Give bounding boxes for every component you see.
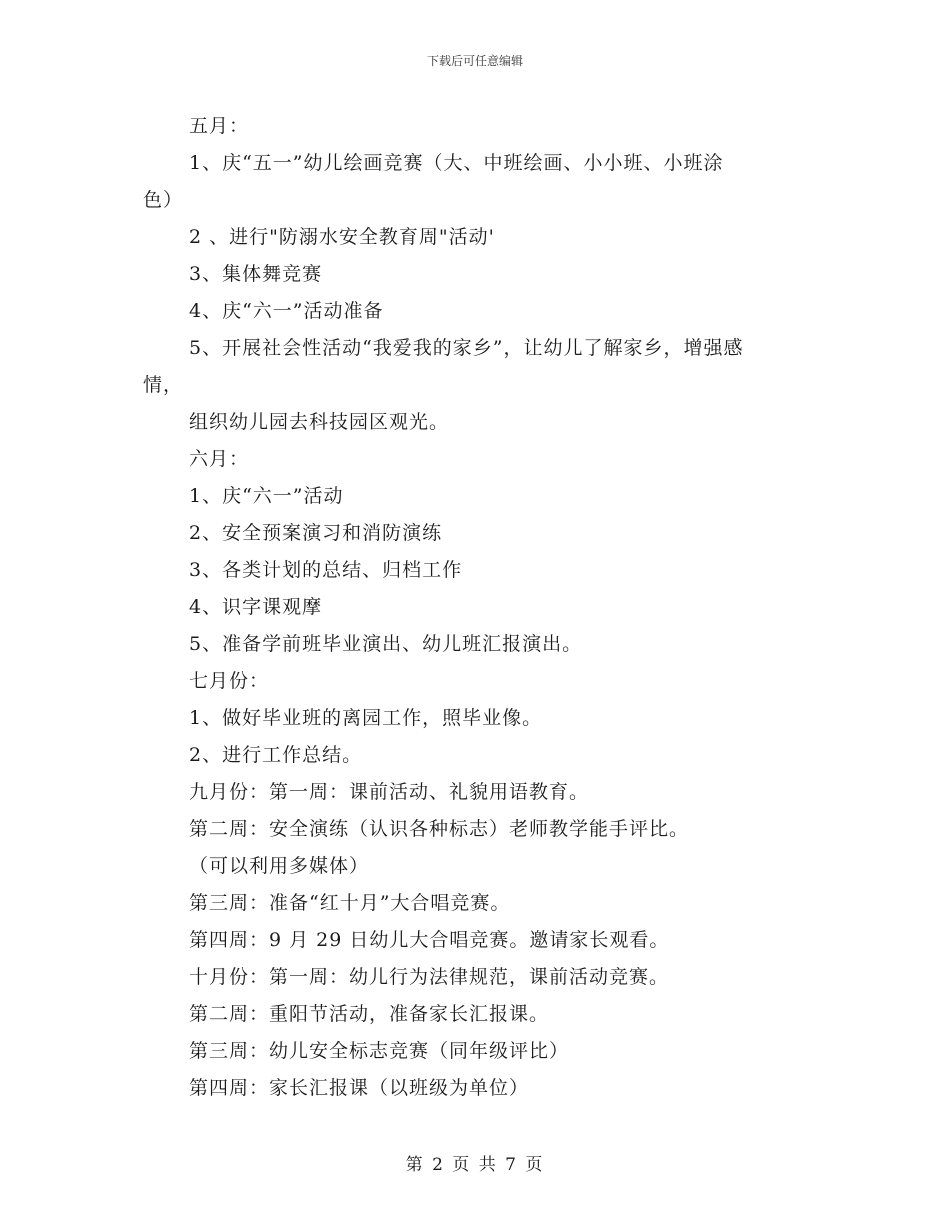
text-line: 色） — [143, 189, 184, 211]
text-line: 1、做好毕业班的离园工作，照毕业像。 — [189, 707, 543, 729]
text-line: 五月： — [189, 115, 250, 137]
text-line: 2、安全预案演习和消防演练 — [189, 522, 443, 544]
text-line: 1、庆“六一”活动 — [189, 485, 344, 507]
text-line: 九月份：第一周：课前活动、礼貌用语教育。 — [189, 781, 590, 803]
text-line: 4、庆“六一”活动准备 — [189, 300, 384, 322]
text-line: 1、庆“五一”幼儿绘画竞赛（大、中班绘画、小小班、小班涂 — [189, 152, 724, 174]
page-number: 第 2 页 共 7 页 — [405, 1155, 545, 1175]
text-line: 第四周：家长汇报课（以班级为单位） — [189, 1077, 530, 1099]
header-note: 下载后可任意编辑 — [426, 54, 523, 68]
text-line: 十月份：第一周：幼儿行为法律规范，课前活动竞赛。 — [189, 966, 670, 988]
text-line: 第三周：准备“红十月”大合唱竞赛。 — [189, 892, 511, 914]
text-line: 第四周：9 月 29 日幼儿大合唱竞赛。邀请家长观看。 — [189, 929, 670, 951]
text-line: 4、识字课观摩 — [189, 596, 323, 618]
text-line: （可以利用多媒体） — [189, 855, 370, 877]
text-line: 第二周：安全演练（认识各种标志）老师教学能手评比。 — [189, 818, 690, 840]
text-line: 2 、进行"防溺水安全教育周"活动' — [189, 226, 495, 248]
text-line: 组织幼儿园去科技园区观光。 — [189, 411, 450, 433]
text-line: 六月： — [189, 448, 250, 470]
text-line: 5、开展社会性活动“我爱我的家乡”，让幼儿了解家乡，增强感 — [189, 337, 744, 359]
text-line: 3、各类计划的总结、归档工作 — [189, 559, 463, 581]
text-line: 2、进行工作总结。 — [189, 744, 363, 766]
text-line: 5、准备学前班毕业演出、幼儿班汇报演出。 — [189, 633, 583, 655]
text-line: 3、集体舞竞赛 — [189, 263, 323, 285]
document-body — [143, 108, 815, 1107]
text-line: 情， — [143, 374, 184, 396]
text-line: 第三周：幼儿安全标志竞赛（同年级评比） — [189, 1040, 570, 1062]
text-line: 七月份： — [189, 670, 270, 692]
text-line: 第二周：重阳节活动，准备家长汇报课。 — [189, 1003, 550, 1025]
